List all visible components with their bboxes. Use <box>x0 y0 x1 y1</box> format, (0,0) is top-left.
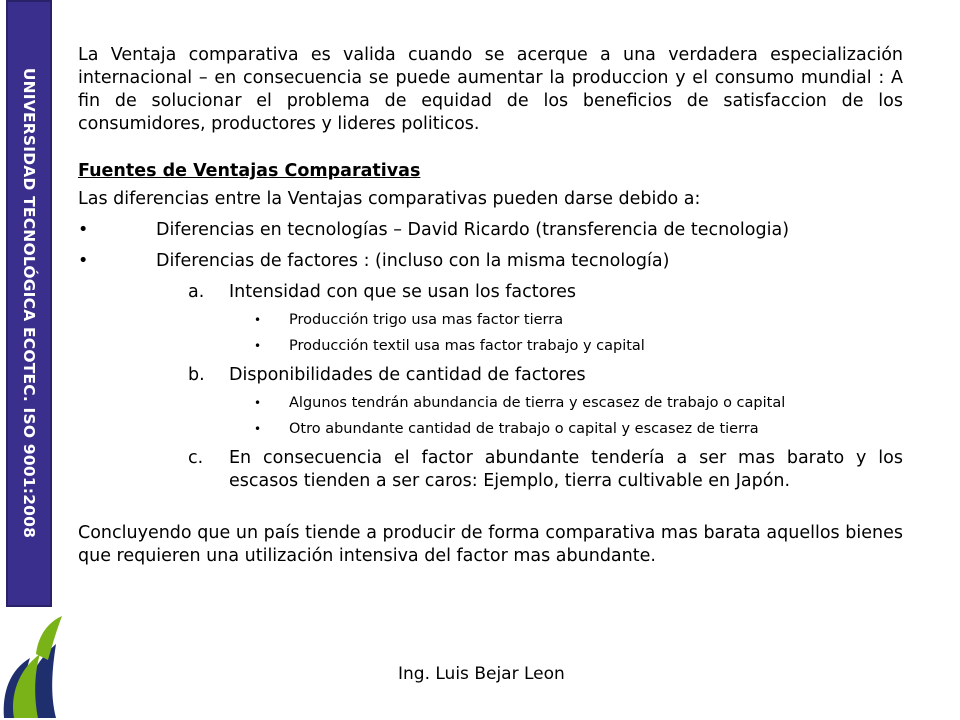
sub-item-marker: c. <box>188 448 204 468</box>
conclusion-paragraph: Concluyendo que un país tiende a producir de forma comparativa mas barata aquellos bienes que requieren una utilización intensiva del factor mas abundante. <box>78 523 903 566</box>
sub-point-marker: • <box>254 339 262 353</box>
sub-point <box>78 394 903 413</box>
author-footer: Ing. Luis Bejar Leon <box>398 664 565 684</box>
sub-point-marker: • <box>254 313 262 327</box>
sub-point <box>78 311 903 330</box>
sub-point-text: Producción textil usa mas factor trabajo y capital <box>289 338 645 354</box>
sub-point <box>78 420 903 439</box>
sub-point-marker: • <box>254 396 262 410</box>
slide-content <box>78 44 903 568</box>
intro-paragraph: La Ventaja comparativa es valida cuando se acerque a una verdadera especialización internacional – en consecuencia se puede aumentar la produccion y el consumo mundial : A fin de solucionar el problema de equidad de los beneficios de satisfaccion de los consumidores, productores y lideres politicos. <box>78 45 903 134</box>
sub-item-text: En consecuencia el factor abundante tendería a ser mas barato y los escasos tienden a ser caros: Ejemplo, tierra cultivable en Japón. <box>229 448 903 491</box>
bullet-item <box>78 219 903 242</box>
sub-item-marker: a. <box>188 282 205 302</box>
sub-point-text: Otro abundante cantidad de trabajo o capital y escasez de tierra <box>289 421 759 437</box>
sub-item-text: Intensidad con que se usan los factores <box>229 282 577 302</box>
sub-point <box>78 337 903 356</box>
sub-point-marker: • <box>254 422 262 436</box>
bullet-item <box>78 250 903 273</box>
ecotec-leaf-logo <box>0 614 66 720</box>
university-vertical-title: UNIVERSIDAD TECNOLÓGICA ECOTEC. ISO 9001:2008 <box>20 67 38 539</box>
sub-item <box>78 281 903 304</box>
section-title: Fuentes de Ventajas Comparativas <box>78 161 421 181</box>
sub-point-text: Producción trigo usa mas factor tierra <box>289 312 564 328</box>
bullet-marker: • <box>78 251 89 271</box>
sub-item-text: Disponibilidades de cantidad de factores <box>229 365 586 385</box>
bullet-text: Diferencias en tecnologías – David Ricardo (transferencia de tecnologia) <box>156 220 790 240</box>
lead-text: Las diferencias entre la Ventajas comparativas pueden darse debido a: <box>78 189 701 209</box>
sub-item <box>78 364 903 387</box>
sub-item <box>78 447 903 493</box>
sub-point-text: Algunos tendrán abundancia de tierra y escasez de trabajo o capital <box>289 395 786 411</box>
bullet-text: Diferencias de factores : (incluso con la misma tecnología) <box>156 251 670 271</box>
bullet-marker: • <box>78 220 89 240</box>
sub-item-marker: b. <box>188 365 205 385</box>
sidebar <box>0 0 60 612</box>
